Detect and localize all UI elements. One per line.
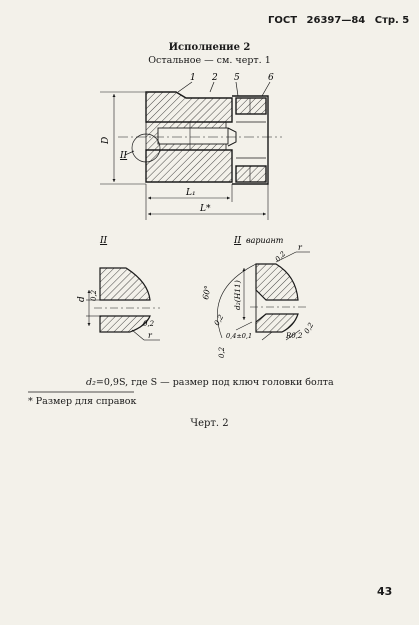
position-1: 1 — [190, 73, 196, 83]
detail-left-roughness-2: 0,2 — [143, 320, 155, 328]
dim-l1-label: L₁ — [186, 188, 196, 198]
detail-right-roughness-top: 0,2 — [273, 249, 288, 264]
detail-right-dim-d2: d₂(H11) — [233, 280, 242, 310]
standard-number: 26397—84 — [306, 15, 366, 26]
section-title: Исполнение 2 — [168, 42, 251, 53]
detail-left-dim-d: d — [77, 296, 87, 302]
detail-right-roughness-bottom: 0,2 — [218, 346, 226, 358]
detail-right — [256, 264, 298, 332]
standard-label: ГОСТ — [268, 15, 298, 26]
position-2: 2 — [212, 73, 218, 83]
position-6: 6 — [268, 73, 274, 83]
formula-text: где S — размер под ключ головки болта — [131, 377, 334, 388]
formula-line — [86, 377, 334, 388]
detail-right-label-suffix: вариант — [246, 236, 284, 245]
detail-right-chamfer: 0,4±0,1 — [226, 332, 253, 340]
detail-left-roughness: 0,2 — [90, 289, 98, 301]
page-ref: Стр. 5 — [374, 15, 410, 26]
figure-caption: Черт. 2 — [190, 418, 229, 429]
detail-right-roughness-right: 0,2 — [302, 321, 316, 335]
section-subtitle: Остальное — см. черт. 1 — [148, 55, 271, 66]
position-5: 5 — [234, 73, 240, 83]
detail-right-chamfer-r: R0,2 — [286, 332, 303, 340]
formula-rhs: =0,9S, — [95, 377, 129, 388]
detail-right-roughness-left: 0,2 — [212, 313, 226, 327]
dim-l-label: L* — [200, 204, 211, 214]
position-leaders — [178, 82, 270, 96]
formula-lhs: d₂ — [86, 377, 96, 388]
detail-right-label: II — [234, 236, 242, 246]
detail-right-angle: 60° — [201, 284, 213, 301]
detail-left-label: II — [100, 236, 108, 246]
dim-l — [148, 184, 268, 220]
part-section — [146, 92, 268, 184]
page-number: 43 — [377, 585, 393, 598]
detail-right-radius: r — [298, 243, 302, 252]
footnote: * Размер для справок — [28, 396, 137, 407]
dim-diameter-label: D — [101, 136, 111, 144]
detail-left-radius: r — [148, 331, 152, 340]
detail-circle-label: II — [120, 151, 128, 161]
